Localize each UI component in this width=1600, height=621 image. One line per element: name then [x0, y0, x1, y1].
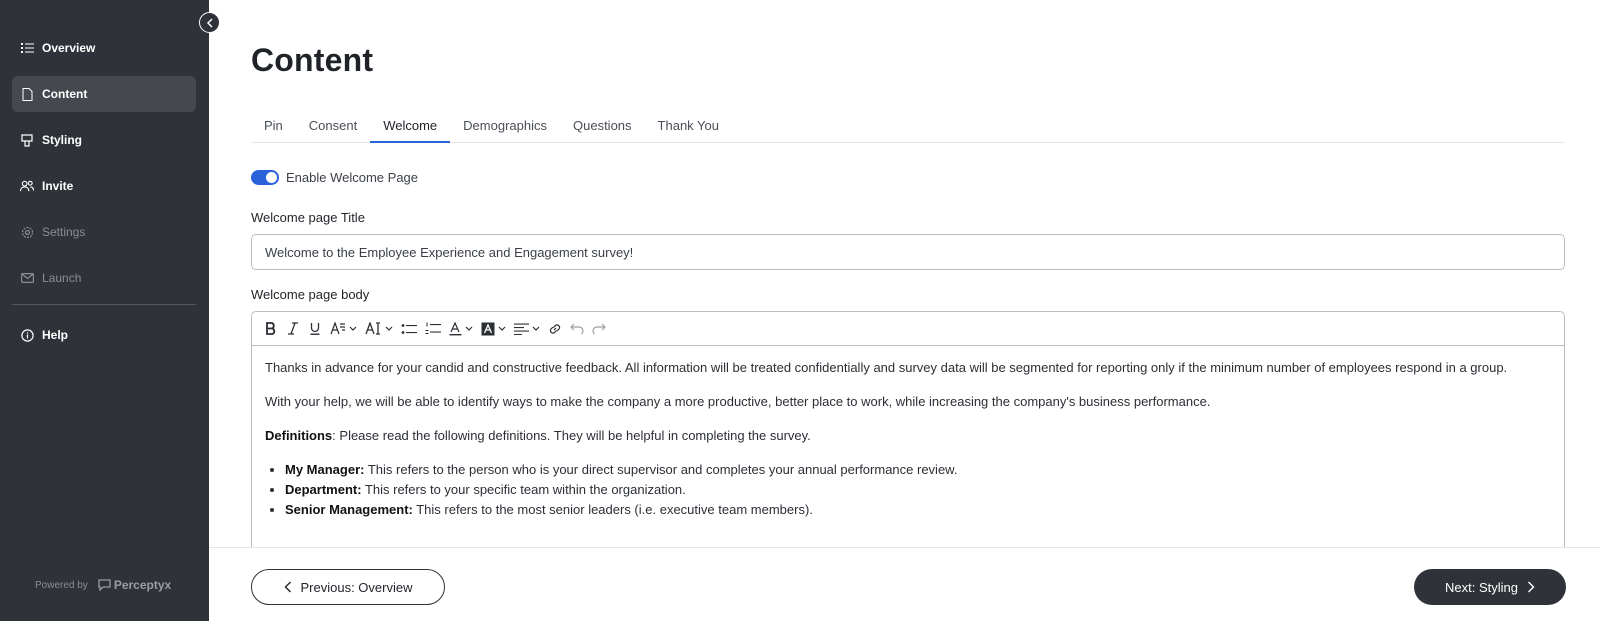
redo-icon: [592, 323, 606, 334]
perceptyx-logo-icon: [98, 579, 111, 591]
chevron-left-icon: [206, 18, 214, 28]
tab-demographics[interactable]: Demographics: [463, 118, 547, 133]
sidebar-item-label: Overview: [42, 41, 96, 55]
body-paragraph: Thanks in advance for your candid and constructive feedback. All information will be treated confidentially and survey data will be segmented for reporting only if the minimum number of employees respond in a group.: [265, 360, 1508, 375]
tab-questions[interactable]: Questions: [573, 118, 632, 133]
sidebar-item-label: Launch: [42, 271, 82, 285]
redo-button[interactable]: [588, 317, 610, 341]
numbered-list-button[interactable]: [421, 317, 445, 341]
italic-icon: [287, 322, 299, 335]
sidebar-item-label: Content: [42, 87, 88, 101]
definition-term: My Manager:: [285, 462, 365, 477]
chevron-down-icon: [498, 326, 506, 331]
font-size-icon: [330, 322, 346, 335]
highlight-dropdown[interactable]: [477, 317, 510, 341]
chevron-down-icon: [532, 326, 540, 331]
sidebar-nav: [12, 30, 196, 363]
body-field-label: Welcome page body: [251, 287, 370, 302]
definitions-paragraph: [265, 426, 1551, 446]
page-title: Content: [251, 42, 374, 78]
rich-text-editor: [251, 311, 1565, 551]
list-icon: [20, 41, 34, 55]
align-dropdown[interactable]: [510, 317, 544, 341]
sidebar-item-label: Invite: [42, 179, 74, 193]
undo-button[interactable]: [566, 317, 588, 341]
underline-icon: [309, 322, 321, 335]
enable-welcome-label: Enable Welcome Page: [286, 170, 419, 185]
previous-button[interactable]: [251, 569, 445, 605]
link-icon: [548, 322, 562, 336]
powered-by: [35, 578, 171, 592]
bold-button[interactable]: [260, 317, 282, 341]
powered-by-text: Powered by: [35, 579, 88, 591]
definition-text: This refers to the person who is your direct supervisor and completes your annual performance review.: [364, 462, 958, 477]
info-icon: [20, 328, 34, 342]
brush-icon: [20, 133, 34, 147]
highlight-icon: [481, 322, 495, 336]
enable-welcome-row: [251, 170, 418, 185]
editor-toolbar: [252, 312, 1564, 346]
gear-icon: [20, 225, 34, 239]
tab-bar: [251, 110, 1565, 143]
definition-term: Senior Management:: [285, 502, 413, 517]
sidebar: [0, 0, 209, 621]
welcome-title-input[interactable]: [251, 234, 1565, 270]
tab-thank-you[interactable]: Thank You: [657, 118, 719, 133]
body-paragraph: With your help, we will be able to identify ways to make the company a more productive, better place to work, while increasing the company's business performance.: [265, 394, 1211, 409]
definitions-label: Definitions: [265, 428, 333, 443]
underline-button[interactable]: [304, 317, 326, 341]
next-button[interactable]: [1414, 569, 1566, 605]
font-size-dropdown[interactable]: [326, 317, 361, 341]
title-field-label: Welcome page Title: [251, 210, 365, 225]
chevron-down-icon: [385, 326, 393, 331]
text-case-dropdown[interactable]: [361, 317, 397, 341]
chevron-right-icon: [1527, 581, 1535, 593]
document-icon: [20, 87, 34, 101]
collapse-sidebar-button[interactable]: [199, 12, 220, 33]
sidebar-item-launch[interactable]: [12, 260, 196, 296]
brand-logo: [98, 578, 171, 592]
editor-content[interactable]: [252, 346, 1564, 532]
definition-term: Department:: [285, 482, 362, 497]
sidebar-item-label: Help: [42, 328, 69, 342]
text-case-icon: [365, 322, 382, 335]
sidebar-item-invite[interactable]: [12, 168, 196, 204]
chevron-down-icon: [349, 326, 357, 331]
enable-welcome-toggle[interactable]: [251, 170, 279, 185]
list-item: [285, 480, 1551, 500]
wizard-footer: [209, 547, 1600, 621]
sidebar-item-label: Styling: [42, 133, 83, 147]
brand-name: Perceptyx: [113, 578, 172, 592]
main-content: [209, 0, 1600, 621]
italic-button[interactable]: [282, 317, 304, 341]
sidebar-item-help[interactable]: [12, 317, 196, 353]
sidebar-item-content[interactable]: [12, 76, 196, 112]
definition-text: This refers to the most senior leaders (i.e. executive team members).: [412, 502, 813, 517]
tab-pin[interactable]: Pin: [264, 118, 283, 133]
users-icon: [20, 179, 34, 193]
list-item: [285, 500, 1551, 520]
bold-icon: [265, 322, 277, 335]
sidebar-item-overview[interactable]: [12, 30, 196, 66]
bullet-list-button[interactable]: [397, 317, 421, 341]
sidebar-item-styling[interactable]: [12, 122, 196, 158]
list-item: [285, 460, 1551, 480]
next-button-label: Next: Styling: [1445, 579, 1518, 595]
sidebar-item-label: Settings: [42, 225, 86, 239]
definition-text: This refers to your specific team within the organization.: [361, 482, 686, 497]
previous-button-label: Previous: Overview: [300, 579, 413, 595]
sidebar-item-settings[interactable]: [12, 214, 196, 250]
definitions-text: : Please read the following definitions. They will be helpful in completing the survey.: [332, 428, 811, 443]
tab-consent[interactable]: Consent: [308, 118, 358, 133]
align-icon: [514, 323, 529, 335]
sidebar-divider: [12, 304, 196, 305]
link-button[interactable]: [544, 317, 566, 341]
undo-icon: [570, 323, 584, 334]
definitions-list: [285, 460, 1551, 520]
tab-welcome[interactable]: Welcome: [370, 110, 450, 143]
envelope-icon: [20, 271, 34, 285]
text-color-icon: [449, 322, 462, 336]
numbered-list-icon: [425, 322, 441, 335]
text-color-dropdown[interactable]: [445, 317, 477, 341]
chevron-left-icon: [284, 581, 292, 593]
bullet-list-icon: [401, 323, 417, 335]
chevron-down-icon: [465, 326, 473, 331]
